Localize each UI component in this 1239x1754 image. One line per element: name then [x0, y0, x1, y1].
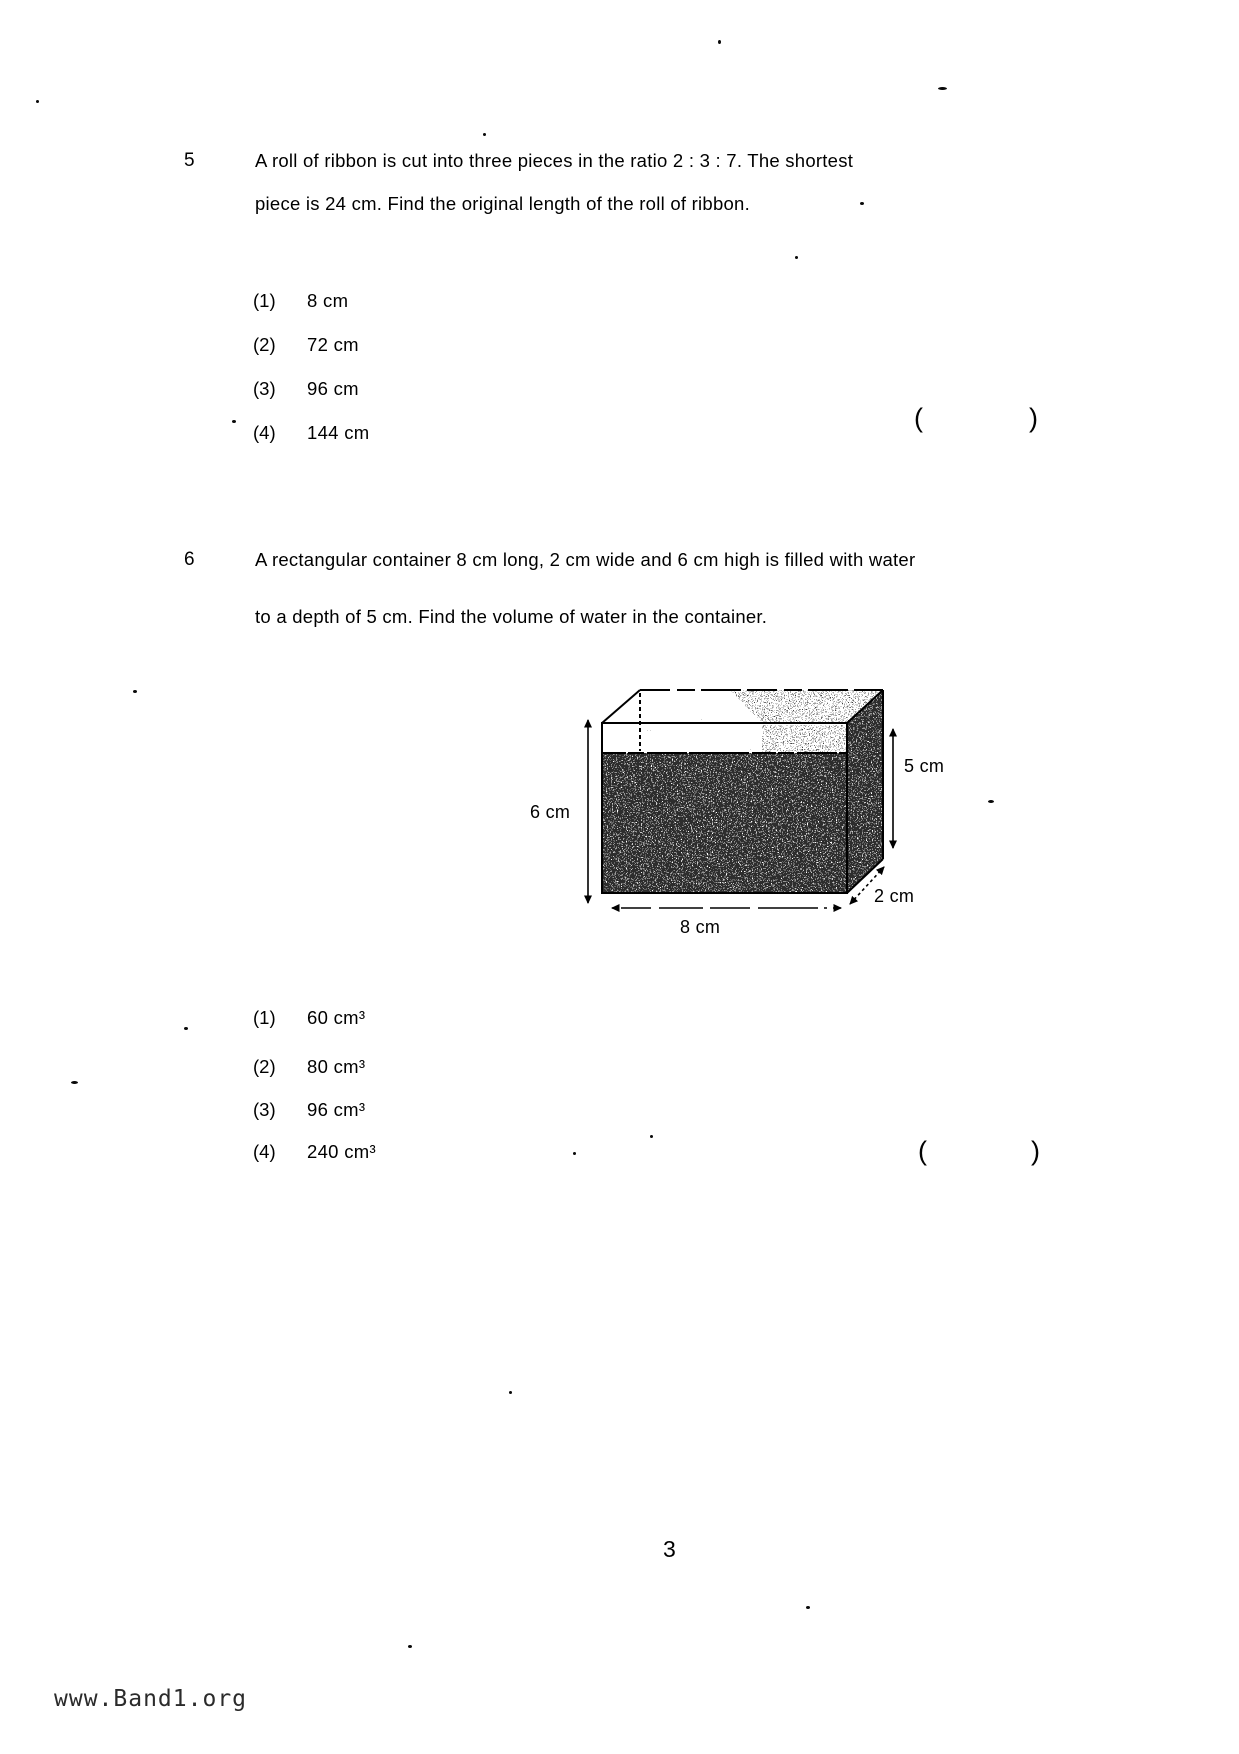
question-5-number: 5 — [184, 150, 195, 171]
option-label: (1) — [253, 290, 276, 311]
scan-speck — [36, 100, 39, 103]
scan-speck — [133, 690, 137, 693]
option-value: 96 cm — [307, 378, 359, 399]
length-label: 8 cm — [680, 917, 721, 937]
option-label: (3) — [253, 1099, 276, 1120]
water-depth-label: 5 cm — [904, 756, 945, 776]
scan-speck — [806, 1606, 810, 1609]
option-label: (2) — [253, 1056, 276, 1077]
option-label: (3) — [253, 378, 276, 399]
option-value: 60 cm³ — [307, 1007, 366, 1028]
option-value: 240 cm³ — [307, 1141, 376, 1162]
page-number: 3 — [663, 1536, 676, 1562]
container-diagram — [500, 640, 1000, 960]
option-label: (1) — [253, 1007, 276, 1028]
option-value: 144 cm — [307, 422, 370, 443]
option-label: (4) — [253, 422, 276, 443]
option-value: 96 cm³ — [307, 1099, 366, 1120]
scan-speck — [718, 40, 721, 44]
option-label: (4) — [253, 1141, 276, 1162]
answer-paren-open: ( — [918, 1136, 927, 1166]
scan-speck — [232, 420, 236, 423]
question-5-text-line2: piece is 24 cm. Find the original length of the roll of ribbon. — [255, 193, 750, 214]
question-6-number: 6 — [184, 549, 195, 570]
option-value: 8 cm — [307, 290, 349, 311]
option-label: (2) — [253, 334, 276, 355]
answer-paren-close: ) — [1029, 403, 1038, 433]
scan-speck — [650, 1135, 653, 1138]
question-6-text-line1: A rectangular container 8 cm long, 2 cm wide and 6 cm high is filled with water — [255, 549, 916, 570]
scan-speck — [184, 1027, 188, 1030]
scan-speck — [408, 1645, 412, 1648]
question-5-text-line1: A roll of ribbon is cut into three pieces in the ratio 2 : 3 : 7. The shortest — [255, 150, 854, 171]
scan-speck — [938, 87, 947, 90]
answer-paren-open: ( — [914, 403, 923, 433]
option-value: 72 cm — [307, 334, 359, 355]
scan-speck — [860, 202, 864, 205]
scan-speck — [573, 1152, 576, 1155]
scan-speck — [795, 256, 798, 259]
scan-speck — [509, 1391, 512, 1394]
width-label: 2 cm — [874, 886, 915, 906]
scan-speck — [71, 1081, 78, 1084]
option-value: 80 cm³ — [307, 1056, 366, 1077]
water-fill — [602, 690, 883, 892]
answer-paren-close: ) — [1031, 1136, 1040, 1166]
watermark-url: www.Band1.org — [54, 1686, 248, 1712]
question-6-text-line2: to a depth of 5 cm. Find the volume of water in the container. — [255, 606, 768, 627]
height-label: 6 cm — [530, 802, 571, 822]
scan-speck — [483, 133, 486, 136]
scan-speck — [988, 800, 994, 803]
